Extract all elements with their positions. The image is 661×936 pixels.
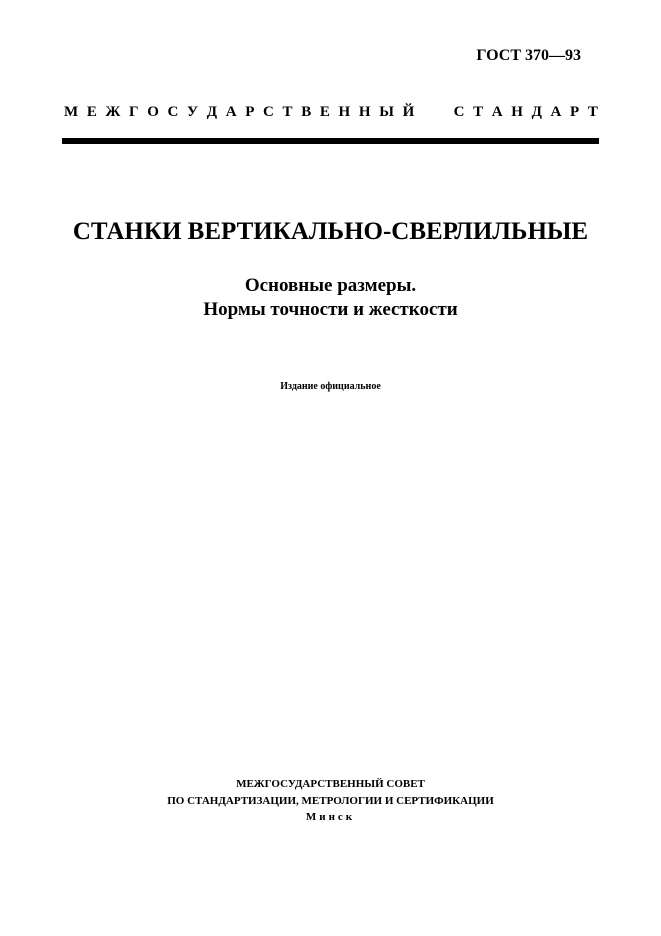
standard-type-letter: Т (282, 104, 293, 120)
standard-type-letter: Р (245, 104, 255, 120)
standard-type-letter: С (453, 104, 465, 120)
standard-type-letter: Р (570, 104, 580, 120)
gost-number: ГОСТ 370—93 (476, 47, 581, 64)
standard-type-letter: Н (338, 104, 351, 120)
publisher-line-1: МЕЖГОСУДАРСТВЕННЫЙ СОВЕТ (236, 778, 425, 790)
document-title: СТАНКИ ВЕРТИКАЛЬНО-СВЕРЛИЛЬНЫЕ (72, 218, 589, 245)
document-subtitle-line-2: Нормы точности и жесткости (203, 299, 458, 320)
standard-type-letter: Й (402, 104, 415, 120)
standard-type-letter: Ы (379, 104, 394, 120)
standard-type-letter: Н (511, 104, 523, 120)
standard-type-letter: Г (129, 104, 139, 120)
standard-type-letter: Д (206, 104, 218, 120)
publisher-line-2: ПО СТАНДАРТИЗАЦИИ, МЕТРОЛОГИИ И СЕРТИФИКАЦИИ (167, 795, 494, 807)
publisher-city: Минск (305, 811, 356, 823)
header-divider (62, 138, 599, 144)
standard-type-letter: М (64, 104, 79, 120)
standard-type-letter: У (187, 104, 199, 120)
standard-type-letter: Д (531, 104, 542, 120)
standard-type-letter: О (147, 104, 159, 120)
standard-type-letter: С (167, 104, 179, 120)
standard-type-letter: Е (86, 104, 97, 120)
document-subtitle-line-1: Основные размеры. (244, 275, 417, 296)
standard-type-letter: А (550, 104, 562, 120)
standard-type-letter: А (491, 104, 503, 120)
standard-type-letter: Н (358, 104, 371, 120)
standard-type-letter: Т (587, 104, 598, 120)
standard-type-letter: Е (319, 104, 330, 120)
standard-type-letter: А (225, 104, 237, 120)
edition-note: Издание официальное (280, 381, 381, 392)
word-gap (423, 104, 445, 121)
standard-type-letter: Т (473, 104, 484, 120)
standard-type-heading (64, 104, 598, 121)
standard-type-letter: Ж (105, 104, 121, 120)
standard-type-letter: В (301, 104, 312, 120)
standard-type-letter: С (263, 104, 274, 120)
